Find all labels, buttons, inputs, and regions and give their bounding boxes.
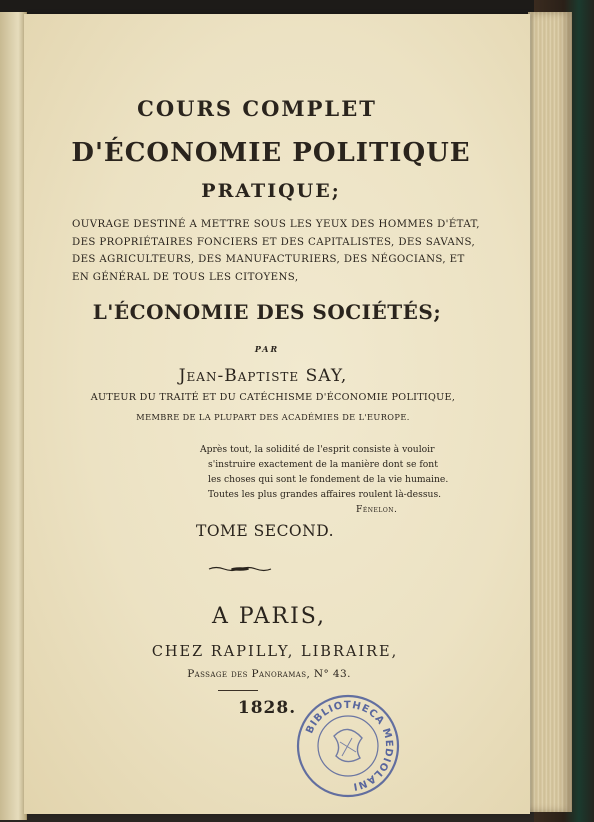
- author-credentials-1: AUTEUR DU TRAITÉ ET DU CATÉCHISME D'ÉCONOMIE POLITIQUE,: [90, 392, 456, 403]
- epigraph-line: les choses qui sont le fondement de la vie humaine.: [208, 474, 449, 485]
- subtitle-line: OUVRAGE DESTINÉ A METTRE SOUS LES YEUX DES HOMMES D'ÉTAT,: [72, 219, 480, 230]
- epigraph-line: s'instruire exactement de la manière dont se font: [208, 459, 438, 470]
- imprint-city: A PARIS,: [211, 604, 327, 629]
- title-line-3: PRATIQUE;: [201, 180, 341, 202]
- page-fore-edge: [528, 12, 572, 812]
- subtitle-line: EN GÉNÉRAL DE TOUS LES CITOYENS,: [72, 271, 299, 283]
- epigraph-line: Après tout, la solidité de l'esprit consiste à vouloir: [200, 444, 435, 455]
- imprint-rule: [218, 690, 258, 691]
- subtitle-line: DES PROPRIÉTAIRES FONCIERS ET DES CAPITALISTES, DES SAVANS,: [72, 236, 476, 248]
- volume-label: TOME SECOND.: [195, 522, 335, 540]
- epigraph-signature: Fénelon.: [356, 504, 398, 515]
- epigraph: [200, 442, 449, 515]
- title-page: [24, 14, 530, 814]
- imprint-year: 1828.: [237, 698, 297, 718]
- subtitle-block: [72, 216, 482, 286]
- par-label: PAR: [254, 344, 280, 354]
- author-credentials-2: MEMBRE DE LA PLUPART DES ACADÉMIES DE L'EUROPE.: [136, 412, 410, 422]
- title-line-4: L'ÉCONOMIE DES SOCIÉTÉS;: [92, 300, 442, 324]
- ornament-rule-icon: [208, 565, 272, 573]
- stamp-text: BIBLIOTHECA MEDIOLANI: [304, 699, 395, 792]
- title-line-2: D'ÉCONOMIE POLITIQUE: [71, 138, 471, 168]
- subtitle-line: DES AGRICULTEURS, DES MANUFACTURIERS, DES NÉGOCIANS, ET: [72, 254, 465, 265]
- title-line-1: COURS COMPLET: [137, 96, 377, 121]
- epigraph-line: Toutes les plus grandes affaires roulent là-dessus.: [208, 489, 442, 500]
- author-name: Jean-Baptiste SAY,: [178, 366, 348, 386]
- imprint-address: Passage des Panoramas, N° 43.: [187, 668, 351, 680]
- imprint-publisher: CHEZ RAPILLY, LIBRAIRE,: [151, 644, 399, 660]
- scan-background: [0, 0, 594, 14]
- library-stamp-icon: [294, 692, 402, 800]
